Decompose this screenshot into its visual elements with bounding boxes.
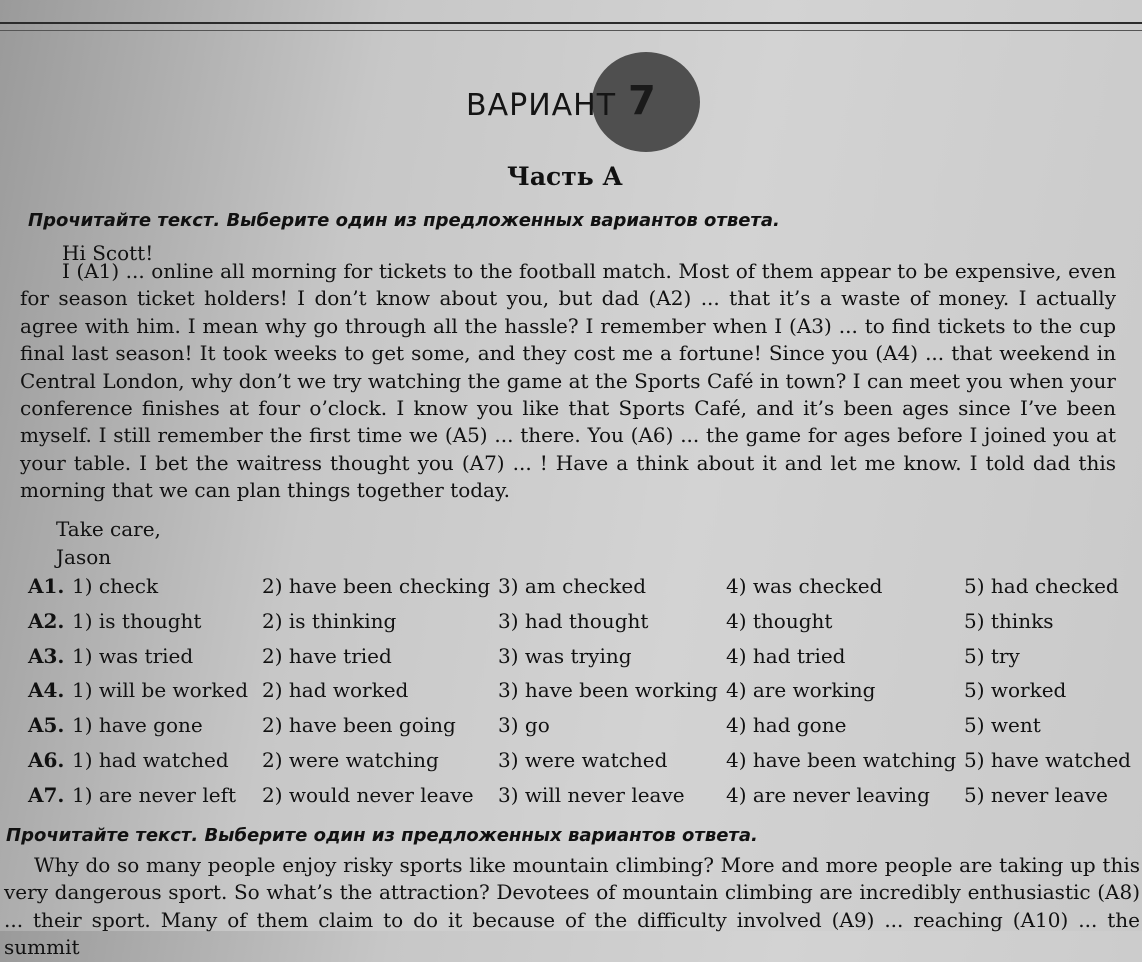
option-4: 4) are working bbox=[726, 678, 876, 703]
letter-closing: Take care, bbox=[56, 517, 161, 541]
option-2: 2) had worked bbox=[262, 678, 409, 703]
variant-label: ВАРИАНТ bbox=[466, 88, 617, 123]
option-1: 1) check bbox=[72, 574, 159, 598]
option-5: 5) thinks bbox=[964, 608, 1054, 633]
question-id: A3. bbox=[28, 643, 65, 668]
option-4: 4) was checked bbox=[726, 574, 883, 598]
option-2: 2) have been checking bbox=[262, 574, 491, 598]
option-1: 1) have gone bbox=[72, 713, 203, 738]
option-3: 3) had thought bbox=[498, 608, 649, 633]
option-5: 5) never leave bbox=[964, 782, 1108, 807]
option-5: 5) have watched bbox=[964, 747, 1131, 772]
part-title: Часть А bbox=[507, 162, 623, 191]
option-4: 4) thought bbox=[726, 608, 833, 633]
option-3: 3) am checked bbox=[498, 574, 647, 598]
top-rule bbox=[0, 22, 1142, 24]
option-4: 4) are never leaving bbox=[726, 782, 930, 807]
option-5: 5) worked bbox=[964, 678, 1067, 703]
text-2-body: Why do so many people enjoy risky sports like mountain climbing? More and more people are taking up this very dangerous sport. So what’s the attraction? Devotees of mountain climbing are incredibly enthusiastic (A8) ... their sport. Many of them claim to do it because of the difficulty involved (A9) ... reaching (A10) ... the summit bbox=[4, 853, 1140, 960]
option-3: 3) have been working bbox=[498, 678, 718, 703]
option-3: 3) go bbox=[498, 713, 550, 738]
option-2: 2) would never leave bbox=[262, 782, 474, 807]
option-1: 1) is thought bbox=[72, 608, 202, 633]
letter-body: I (A1) ... online all morning for tickets to the football match. Most of them appear to be expensive, even for season ticket holders! I don’t know about you, but dad (A2) ... that it’s a waste of money. I actually agree with him. I mean why go through all the hassle? I remember when I (A3) ... to find tickets to the cup final last season! It took weeks to get some, and they cost me a fortune! Since you (A4) ... that weekend in Central London, why don’t we try watching the game at the Sports Café in town? I can meet you when your conference finishes at four o’clock. I know you like that Sports Café, and it’s been ages since I’ve been myself. I still remember the first time we (A5) ... there. You (A6) ... the game for ages before I joined you at your table. I bet the waitress thought you (A7) ... ! Have a think about it and let me know. I told dad this morning that we can plan things together today. bbox=[20, 259, 1116, 503]
question-id: A4. bbox=[28, 678, 65, 703]
top-rule-thin bbox=[0, 30, 1142, 31]
option-3: 3) was trying bbox=[498, 643, 632, 668]
question-id: A2. bbox=[28, 608, 65, 633]
variant-number: 7 bbox=[628, 78, 656, 124]
letter-signature: Jason bbox=[56, 545, 112, 569]
option-1: 1) was tried bbox=[72, 643, 194, 668]
option-5: 5) had checked bbox=[964, 574, 1119, 598]
question-id: A5. bbox=[28, 713, 65, 738]
option-4: 4) had gone bbox=[726, 713, 847, 738]
option-5: 5) try bbox=[964, 643, 1020, 668]
question-id: A6. bbox=[28, 747, 65, 772]
letter-greeting: Hi Scott! bbox=[62, 241, 154, 265]
option-1: 1) had watched bbox=[72, 747, 229, 772]
option-1: 1) will be worked bbox=[72, 678, 249, 703]
instruction-1: Прочитайте текст. Выберите один из предложенных вариантов ответа. bbox=[28, 210, 780, 231]
instruction-2: Прочитайте текст. Выберите один из предложенных вариантов ответа. bbox=[6, 825, 758, 846]
question-id: A7. bbox=[28, 782, 65, 807]
option-2: 2) were watching bbox=[262, 747, 439, 772]
option-3: 3) were watched bbox=[498, 747, 668, 772]
option-5: 5) went bbox=[964, 713, 1041, 738]
option-2: 2) have been going bbox=[262, 713, 456, 738]
option-1: 1) are never left bbox=[72, 782, 237, 807]
option-4: 4) had tried bbox=[726, 643, 846, 668]
question-id: A1. bbox=[28, 574, 65, 598]
option-2: 2) is thinking bbox=[262, 608, 397, 633]
option-3: 3) will never leave bbox=[498, 782, 685, 807]
option-2: 2) have tried bbox=[262, 643, 392, 668]
option-4: 4) have been watching bbox=[726, 747, 957, 772]
